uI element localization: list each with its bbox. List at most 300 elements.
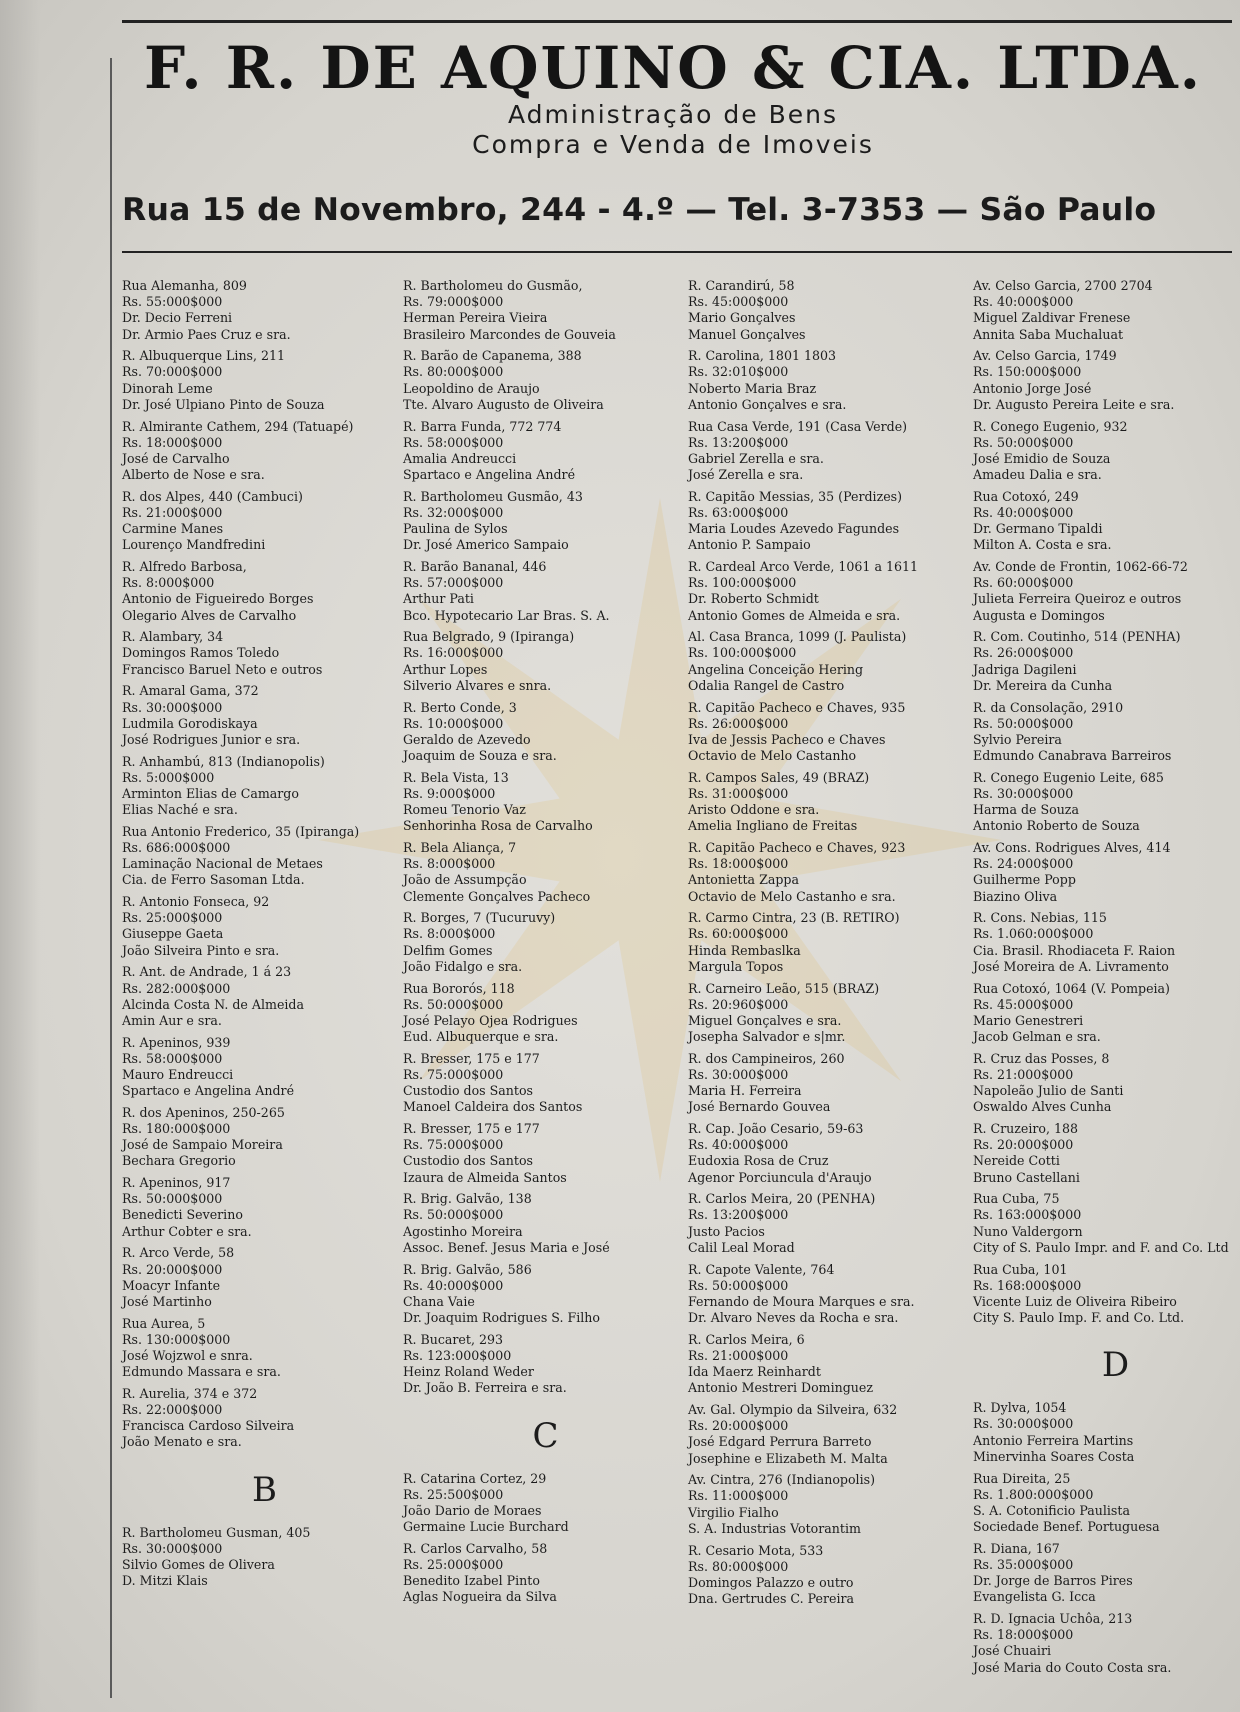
property-listing (122, 489, 407, 554)
listing-party: Delfim Gomes (403, 942, 493, 958)
listing-party: Sociedade Benef. Portuguesa (973, 1519, 1160, 1535)
listing-party: Dinorah Leme (122, 380, 213, 396)
listing-address: R. Apeninos, 939 (122, 1034, 231, 1050)
listing-party: Maria Loudes Azevedo Fagundes (688, 521, 900, 537)
listing-party: Heinz Roland Weder (403, 1364, 534, 1380)
listing-party: Alcinda Costa N. de Almeida (122, 996, 304, 1012)
property-listing (122, 348, 407, 413)
listing-party: Antonio Gomes de Almeida e sra. (688, 607, 901, 623)
property-listing (122, 1316, 407, 1381)
listing-party: Dr. José Americo Sampaio (403, 537, 569, 553)
listing-address: R. Cruz das Posses, 8 (973, 1050, 1110, 1066)
property-listing (688, 1121, 973, 1186)
property-listing (688, 1402, 973, 1467)
property-listing (403, 1541, 688, 1606)
listing-address: Rua Casa Verde, 191 (Casa Verde) (688, 418, 908, 434)
listing-address: R. Carlos Meira, 6 (688, 1331, 805, 1347)
listing-column-4 (973, 278, 1240, 1681)
listing-party: Iva de Jessis Pacheco e Chaves (688, 731, 886, 747)
listing-party: City of S. Paulo Impr. and F. and Co. Ltd (973, 1239, 1229, 1255)
listing-party: Calil Leal Morad (688, 1239, 795, 1255)
listing-party: Spartaco e Angelina André (403, 467, 576, 483)
top-rule (122, 20, 1232, 23)
listing-party: José Bernardo Gouvea (688, 1099, 831, 1115)
listing-party: José Martinho (122, 1293, 212, 1309)
listing-value: Rs. 50:000$000 (973, 715, 1074, 731)
listing-value: Rs. 21:000$000 (688, 1347, 789, 1363)
listing-party: Edmundo Canabrava Barreiros (973, 748, 1172, 764)
listing-address: Av. Cons. Rodrigues Alves, 414 (973, 840, 1171, 855)
listing-address: R. Barra Funda, 772 774 (403, 418, 562, 434)
listing-value: Rs. 60:000$000 (688, 926, 789, 942)
property-listing (122, 1386, 407, 1451)
listing-party: Clemente Gonçalves Pacheco (403, 888, 591, 904)
listing-party: José Edgard Perrura Barreto (688, 1434, 872, 1450)
listing-value: Rs. 13:200$000 (688, 1207, 789, 1223)
listing-party: João Menato e sra. (122, 1434, 242, 1450)
listing-party: Giuseppe Gaeta (122, 926, 224, 942)
listing-party: Agenor Porciuncula d'Araujo (688, 1169, 872, 1185)
listing-value: Rs. 686:000$000 (122, 840, 231, 855)
listing-party: Octavio de Melo Castanho (688, 748, 857, 764)
listing-party: Vicente Luiz de Oliveira Ribeiro (973, 1293, 1177, 1309)
listing-value: Rs. 21:000$000 (122, 504, 223, 520)
listing-value: Rs. 40:000$000 (973, 504, 1074, 520)
listing-party: Julieta Ferreira Queiroz e outros (973, 591, 1182, 607)
listing-address: R. Cruzeiro, 188 (973, 1121, 1079, 1136)
property-listing (973, 1051, 1240, 1116)
property-listing (688, 559, 973, 624)
property-listing (973, 840, 1240, 905)
property-listing (973, 1611, 1240, 1676)
listing-value: Rs. 22:000$000 (122, 1402, 223, 1417)
property-listing (688, 1262, 973, 1327)
listing-party: Amadeu Dalia e sra. (973, 467, 1102, 483)
address-line: Rua 15 de Novembro, 244 - 4.º — Tel. 3-7353 — São Paulo (122, 192, 1157, 228)
listing-address: R. dos Campineiros, 260 (688, 1050, 845, 1066)
listing-value: Rs. 100:000$000 (688, 645, 797, 661)
listing-value: Rs. 32:010$000 (688, 364, 789, 380)
listing-address: R. Cardeal Arco Verde, 1061 a 1611 (688, 559, 919, 574)
listing-address: R. Conego Eugenio Leite, 685 (973, 769, 1164, 785)
listing-value: Rs. 60:000$000 (973, 575, 1074, 591)
listing-party: Arminton Elias de Camargo (122, 785, 299, 801)
listing-value: Rs. 40:000$000 (403, 1277, 504, 1293)
listing-address: R. Arco Verde, 58 (122, 1245, 235, 1261)
listing-column-2 (403, 278, 688, 1611)
property-listing (973, 1471, 1240, 1536)
listing-party: Octavio de Melo Castanho e sra. (688, 888, 896, 904)
listing-address: R. Apeninos, 917 (122, 1175, 231, 1191)
listing-address: R. Berto Conde, 3 (403, 699, 517, 715)
listing-party: Justo Pacios (688, 1223, 765, 1239)
property-listing (973, 981, 1240, 1046)
listing-address: Rua Antonio Frederico, 35 (Ipiranga) (122, 823, 360, 839)
subtitle-1: Administração de Bens (508, 100, 838, 129)
listing-party: Harma de Souza (973, 802, 1079, 818)
listing-party: João Dario de Moraes (403, 1502, 542, 1518)
listing-address: R. Antonio Fonseca, 92 (122, 894, 270, 910)
listing-value: Rs. 79:000$000 (403, 294, 504, 310)
listing-party: Dr. João B. Ferreira e sra. (403, 1380, 567, 1396)
property-listing (403, 489, 688, 554)
listing-value: Rs. 50:000$000 (688, 1277, 789, 1293)
listing-party: Arthur Cobter e sra. (122, 1223, 252, 1239)
listing-party: Domingos Palazzo e outro (688, 1574, 854, 1590)
listing-address: R. Campos Sales, 49 (BRAZ) (688, 769, 870, 785)
listing-party: Antonietta Zappa (688, 872, 799, 888)
property-listing (688, 1051, 973, 1116)
listing-address: R. Bartholomeu Gusman, 405 (122, 1524, 311, 1540)
listing-value: Rs. 8:000$000 (122, 575, 215, 591)
property-listing (688, 629, 973, 694)
listing-party: Antonio Mestreri Dominguez (688, 1380, 873, 1396)
listing-value: Rs. 9:000$000 (403, 785, 496, 801)
listing-address: R. Anhambú, 813 (Indianopolis) (122, 753, 325, 769)
property-listing (122, 278, 407, 343)
listing-party: Domingos Ramos Toledo (122, 645, 280, 661)
listing-party: S. A. Industrias Votorantim (688, 1520, 861, 1536)
listing-address: R. Conego Eugenio, 932 (973, 418, 1128, 434)
property-listing (122, 1245, 407, 1310)
property-listing (403, 840, 688, 905)
listing-party: Aglas Nogueira da Silva (403, 1589, 557, 1605)
listing-party: Oswaldo Alves Cunha (973, 1099, 1112, 1115)
header-rule (122, 251, 1232, 253)
property-listing (973, 1262, 1240, 1327)
property-listing (973, 489, 1240, 554)
property-listing (973, 559, 1240, 624)
property-listing (122, 629, 407, 678)
listing-value: Rs. 18:000$000 (122, 434, 223, 450)
listing-address: R. Alambary, 34 (122, 629, 224, 645)
listing-party: Antonio Ferreira Martins (973, 1432, 1134, 1448)
listing-party: José Moreira de A. Livramento (973, 958, 1169, 974)
listing-party: Edmundo Massara e sra. (122, 1364, 281, 1380)
listing-value: Rs. 20:000$000 (973, 1137, 1074, 1153)
listing-party: Dr. Germano Tipaldi (973, 521, 1103, 537)
property-listing (688, 1332, 973, 1397)
listing-address: R. Brig. Galvão, 138 (403, 1191, 532, 1207)
listing-address: R. Borges, 7 (Tucuruvy) (403, 910, 556, 926)
listing-value: Rs. 30:000$000 (973, 1416, 1074, 1432)
section-letter: B (252, 1469, 277, 1510)
listing-party: Maria H. Ferreira (688, 1083, 802, 1099)
listing-value: Rs. 30:000$000 (688, 1066, 789, 1082)
listing-party: Odalia Rangel de Castro (688, 677, 845, 693)
property-listing (403, 1332, 688, 1397)
listing-party: Ludmila Gorodiskaya (122, 715, 258, 731)
listing-value: Rs. 50:000$000 (403, 996, 504, 1012)
listing-party: Dna. Gertrudes C. Pereira (688, 1591, 855, 1607)
property-listing (688, 981, 973, 1046)
listing-party: Francisca Cardoso Silveira (122, 1418, 295, 1434)
listing-value: Rs. 57:000$000 (403, 575, 504, 591)
property-listing (122, 1175, 407, 1240)
listing-address: R. Albuquerque Lins, 211 (122, 348, 286, 364)
property-listing (403, 700, 688, 765)
listing-address: R. Bartholomeu Gusmão, 43 (403, 488, 583, 504)
listing-value: Rs. 50:000$000 (403, 1207, 504, 1223)
property-listing (403, 981, 688, 1046)
listing-address: R. Cap. João Cesario, 59-63 (688, 1121, 864, 1136)
listing-party: Sylvio Pereira (973, 731, 1062, 747)
listing-address: R. Brig. Galvão, 586 (403, 1261, 532, 1277)
listing-address: Rua Bororós, 118 (403, 980, 515, 996)
listing-address: R. Carmo Cintra, 23 (B. RETIRO) (688, 910, 900, 926)
listing-party: Paulina de Sylos (403, 521, 508, 537)
listing-address: R. Barão de Capanema, 388 (403, 348, 582, 364)
property-listing (122, 683, 407, 748)
listing-party: Carmine Manes (122, 521, 224, 537)
listing-address: Rua Alemanha, 809 (122, 278, 247, 293)
property-listing (688, 1472, 973, 1537)
listing-value: Rs. 40:000$000 (973, 294, 1074, 310)
listing-value: Rs. 30:000$000 (122, 1540, 223, 1556)
listing-party: Arthur Lopes (403, 661, 488, 677)
listing-address: Av. Cintra, 276 (Indianopolis) (688, 1472, 875, 1488)
listing-address: Rua Belgrado, 9 (Ipiranga) (403, 629, 575, 645)
listing-party: Olegario Alves de Carvalho (122, 607, 297, 623)
listing-address: Rua Cuba, 101 (973, 1261, 1068, 1277)
property-listing (403, 910, 688, 975)
listing-address: R. da Consolação, 2910 (973, 699, 1124, 715)
listing-party: Bechara Gregorio (122, 1153, 236, 1169)
property-listing (403, 1051, 688, 1116)
listing-address: R. Aurelia, 374 e 372 (122, 1385, 258, 1401)
listing-party: João de Assumpção (403, 872, 527, 888)
listing-value: Rs. 45:000$000 (688, 294, 789, 310)
listing-party: Benedito Izabel Pinto (403, 1573, 540, 1589)
property-listing (973, 278, 1240, 343)
listing-party: Geraldo de Azevedo (403, 731, 531, 747)
property-listing (688, 419, 973, 484)
listing-value: Rs. 180:000$000 (122, 1121, 231, 1136)
listing-party: Dr. Alvaro Neves da Rocha e sra. (688, 1310, 899, 1326)
property-listing (688, 1543, 973, 1608)
property-listing (403, 629, 688, 694)
listing-address: R. Almirante Cathem, 294 (Tatuapé) (122, 418, 354, 434)
listing-value: Rs. 163:000$000 (973, 1207, 1082, 1223)
property-listing (122, 419, 407, 484)
listing-party: Dr. Decio Ferreni (122, 310, 233, 326)
listing-address: R. Bucaret, 293 (403, 1331, 503, 1347)
property-listing (973, 910, 1240, 975)
listing-address: R. Bresser, 175 e 177 (403, 1050, 540, 1066)
listing-address: R. Amaral Gama, 372 (122, 683, 259, 699)
listing-party: Antonio Roberto de Souza (973, 818, 1140, 834)
listing-party: Spartaco e Angelina André (122, 1083, 295, 1099)
listing-column-1 (122, 278, 407, 1595)
listing-party: Guilherme Popp (973, 872, 1076, 888)
property-listing (122, 964, 407, 1029)
listing-address: R. Diana, 167 (973, 1540, 1060, 1556)
firm-name: F. R. DE AQUINO & CIA. LTDA. (144, 34, 1202, 102)
listing-party: Brasileiro Marcondes de Gouveia (403, 326, 616, 342)
listing-party: Minervinha Soares Costa (973, 1448, 1135, 1464)
listing-address: Rua Cotoxó, 249 (973, 488, 1079, 504)
listing-party: Antonio Gonçalves e sra. (688, 396, 847, 412)
listing-value: Rs. 5:000$000 (122, 769, 215, 785)
listing-party: S. A. Cotonificio Paulista (973, 1502, 1130, 1518)
listing-value: Rs. 20:960$000 (688, 996, 789, 1012)
listing-party: Chana Vaie (403, 1293, 475, 1309)
listing-value: Rs. 1.060:000$000 (973, 926, 1094, 942)
listing-party: Amalia Andreucci (403, 450, 517, 466)
listing-address: R. Bartholomeu do Gusmão, (403, 278, 583, 293)
listing-party: Dr. Joaquim Rodrigues S. Filho (403, 1310, 600, 1326)
listing-party: Custodio dos Santos (403, 1153, 533, 1169)
listing-party: Nuno Valdergorn (973, 1223, 1083, 1239)
listing-party: Amin Aur e sra. (122, 1012, 222, 1028)
property-listing (688, 910, 973, 975)
listing-address: R. Dylva, 1054 (973, 1400, 1067, 1416)
listing-party: Fernando de Moura Marques e sra. (688, 1293, 915, 1309)
listing-party: Josepha Salvador e s|mr. (688, 1029, 846, 1045)
listing-party: Arthur Pati (403, 591, 474, 607)
listing-party: Milton A. Costa e sra. (973, 537, 1112, 553)
listing-address: R. Bela Vista, 13 (403, 769, 509, 785)
listing-party: Josephine e Elizabeth M. Malta (688, 1450, 888, 1466)
listing-address: R. Cons. Nebias, 115 (973, 910, 1107, 926)
property-listing (973, 348, 1240, 413)
listing-party: Aristo Oddone e sra. (688, 802, 820, 818)
listing-party: Annita Saba Muchaluat (973, 326, 1124, 342)
ad-header (118, 36, 1228, 160)
listing-value: Rs. 18:000$000 (688, 856, 789, 872)
listing-party: Elias Naché e sra. (122, 802, 238, 818)
listing-party: Dr. Mereira da Cunha (973, 677, 1113, 693)
listing-party: Noberto Maria Braz (688, 380, 817, 396)
listing-party: Laminação Nacional de Metaes (122, 856, 323, 872)
listing-value: Rs. 25:000$000 (122, 910, 223, 926)
listing-value: Rs. 26:000$000 (688, 715, 789, 731)
listing-party: Mauro Endreucci (122, 1066, 234, 1082)
listing-value: Rs. 123:000$000 (403, 1347, 512, 1363)
listing-party: Antonio de Figueiredo Borges (122, 591, 314, 607)
section-letter: D (1101, 1345, 1130, 1386)
listing-party: Joaquim de Souza e sra. (403, 748, 557, 764)
listing-value: Rs. 63:000$000 (688, 504, 789, 520)
property-listing (403, 278, 688, 343)
listing-value: Rs. 282:000$000 (122, 980, 231, 996)
listing-address: R. Cesario Mota, 533 (688, 1542, 824, 1558)
listing-party: Bruno Castellani (973, 1169, 1080, 1185)
listing-party: Senhorinha Rosa de Carvalho (403, 818, 593, 834)
listing-party: Bco. Hypotecario Lar Bras. S. A. (403, 607, 610, 623)
listing-party: Jadriga Dagileni (973, 661, 1077, 677)
listing-party: Hinda Rembaslka (688, 942, 801, 958)
listing-address: R. Carneiro Leão, 515 (BRAZ) (688, 980, 880, 996)
property-listing (122, 824, 407, 889)
property-listing (688, 840, 973, 905)
listing-party: Herman Pereira Vieira (403, 310, 548, 326)
listing-party: Francisco Baruel Neto e outros (122, 661, 323, 677)
listing-party: Alberto de Nose e sra. (122, 467, 265, 483)
listing-party: Moacyr Infante (122, 1277, 221, 1293)
listing-value: Rs. 40:000$000 (688, 1137, 789, 1153)
listing-value: Rs. 26:000$000 (973, 645, 1074, 661)
section-letter: C (532, 1415, 559, 1456)
listing-address: R. Catarina Cortez, 29 (403, 1470, 547, 1486)
listing-party: Lourenço Mandfredini (122, 537, 266, 553)
property-listing (973, 419, 1240, 484)
listing-value: Rs. 10:000$000 (403, 715, 504, 731)
listing-party: Margula Topos (688, 958, 784, 974)
property-listing (688, 278, 973, 343)
listing-party: Dr. Roberto Schmidt (688, 591, 819, 607)
property-listing (122, 559, 407, 624)
listing-party: Silverio Alvares e snra. (403, 677, 552, 693)
listing-address: R. dos Alpes, 440 (Cambuci) (122, 488, 303, 504)
property-listing (122, 754, 407, 819)
property-listing (973, 700, 1240, 765)
listing-party: Cia. de Ferro Sasoman Ltda. (122, 872, 305, 888)
listing-party: Leopoldino de Araujo (403, 380, 540, 396)
property-listing (403, 419, 688, 484)
property-listing (122, 1525, 407, 1590)
listing-party: Tte. Alvaro Augusto de Oliveira (403, 396, 604, 412)
listing-value: Rs. 25:000$000 (403, 1556, 504, 1572)
listing-address: Av. Gal. Olympio da Silveira, 632 (688, 1402, 898, 1417)
listing-value: Rs. 25:500$000 (403, 1486, 504, 1502)
listing-party: Mario Genestreri (973, 1012, 1084, 1028)
listing-party: Manuel Gonçalves (688, 326, 806, 342)
listing-value: Rs. 20:000$000 (688, 1418, 789, 1434)
listing-party: Manoel Caldeira dos Santos (403, 1099, 583, 1115)
listing-address: R. Capote Valente, 764 (688, 1261, 835, 1277)
listing-value: Rs. 80:000$000 (688, 1558, 789, 1574)
listing-value: Rs. 70:000$000 (122, 364, 223, 380)
listing-party: Amelia Ingliano de Freitas (688, 818, 858, 834)
property-listing (973, 1541, 1240, 1606)
listing-address: R. Com. Coutinho, 514 (PENHA) (973, 629, 1181, 645)
listing-address: R. Capitão Pacheco e Chaves, 923 (688, 840, 906, 855)
listing-party: Agostinho Moreira (403, 1223, 523, 1239)
listing-party: Evangelista G. Icca (973, 1589, 1096, 1605)
subtitle-2: Compra e Venda de Imoveis (472, 130, 874, 159)
property-listing (403, 1262, 688, 1327)
listing-address: R. Capitão Messias, 35 (Perdizes) (688, 488, 903, 504)
listing-address: Rua Direita, 25 (973, 1470, 1071, 1486)
property-listing (688, 1191, 973, 1256)
listing-value: Rs. 32:000$000 (403, 504, 504, 520)
listing-party: Virgilio Fialho (688, 1504, 779, 1520)
listing-party: Mario Gonçalves (688, 310, 796, 326)
listing-party: City S. Paulo Imp. F. and Co. Ltd. (973, 1310, 1185, 1326)
listing-value: Rs. 31:000$000 (688, 785, 789, 801)
listing-value: Rs. 13:200$000 (688, 434, 789, 450)
property-listing (403, 1121, 688, 1186)
listing-value: Rs. 150:000$000 (973, 364, 1082, 380)
listing-address: R. Ant. de Andrade, 1 á 23 (122, 964, 292, 980)
listing-party: Romeu Tenorio Vaz (403, 802, 526, 818)
listing-party: José de Sampaio Moreira (122, 1137, 283, 1153)
listing-party: Cia. Brasil. Rhodiaceta F. Raion (973, 942, 1176, 958)
listing-party: Dr. José Ulpiano Pinto de Souza (122, 396, 325, 412)
listing-party: Eudoxia Rosa de Cruz (688, 1153, 829, 1169)
listing-value: Rs. 168:000$000 (973, 1277, 1082, 1293)
property-listing (688, 348, 973, 413)
listing-value: Rs. 75:000$000 (403, 1137, 504, 1153)
listing-value: Rs. 18:000$000 (973, 1627, 1074, 1643)
listing-value: Rs. 45:000$000 (973, 996, 1074, 1012)
property-listing (122, 894, 407, 959)
listing-party: José Emidio de Souza (973, 450, 1111, 466)
listing-address: R. Capitão Pacheco e Chaves, 935 (688, 699, 906, 715)
listing-party: D. Mitzi Klais (122, 1573, 208, 1589)
listing-address: R. Carlos Carvalho, 58 (403, 1540, 548, 1556)
